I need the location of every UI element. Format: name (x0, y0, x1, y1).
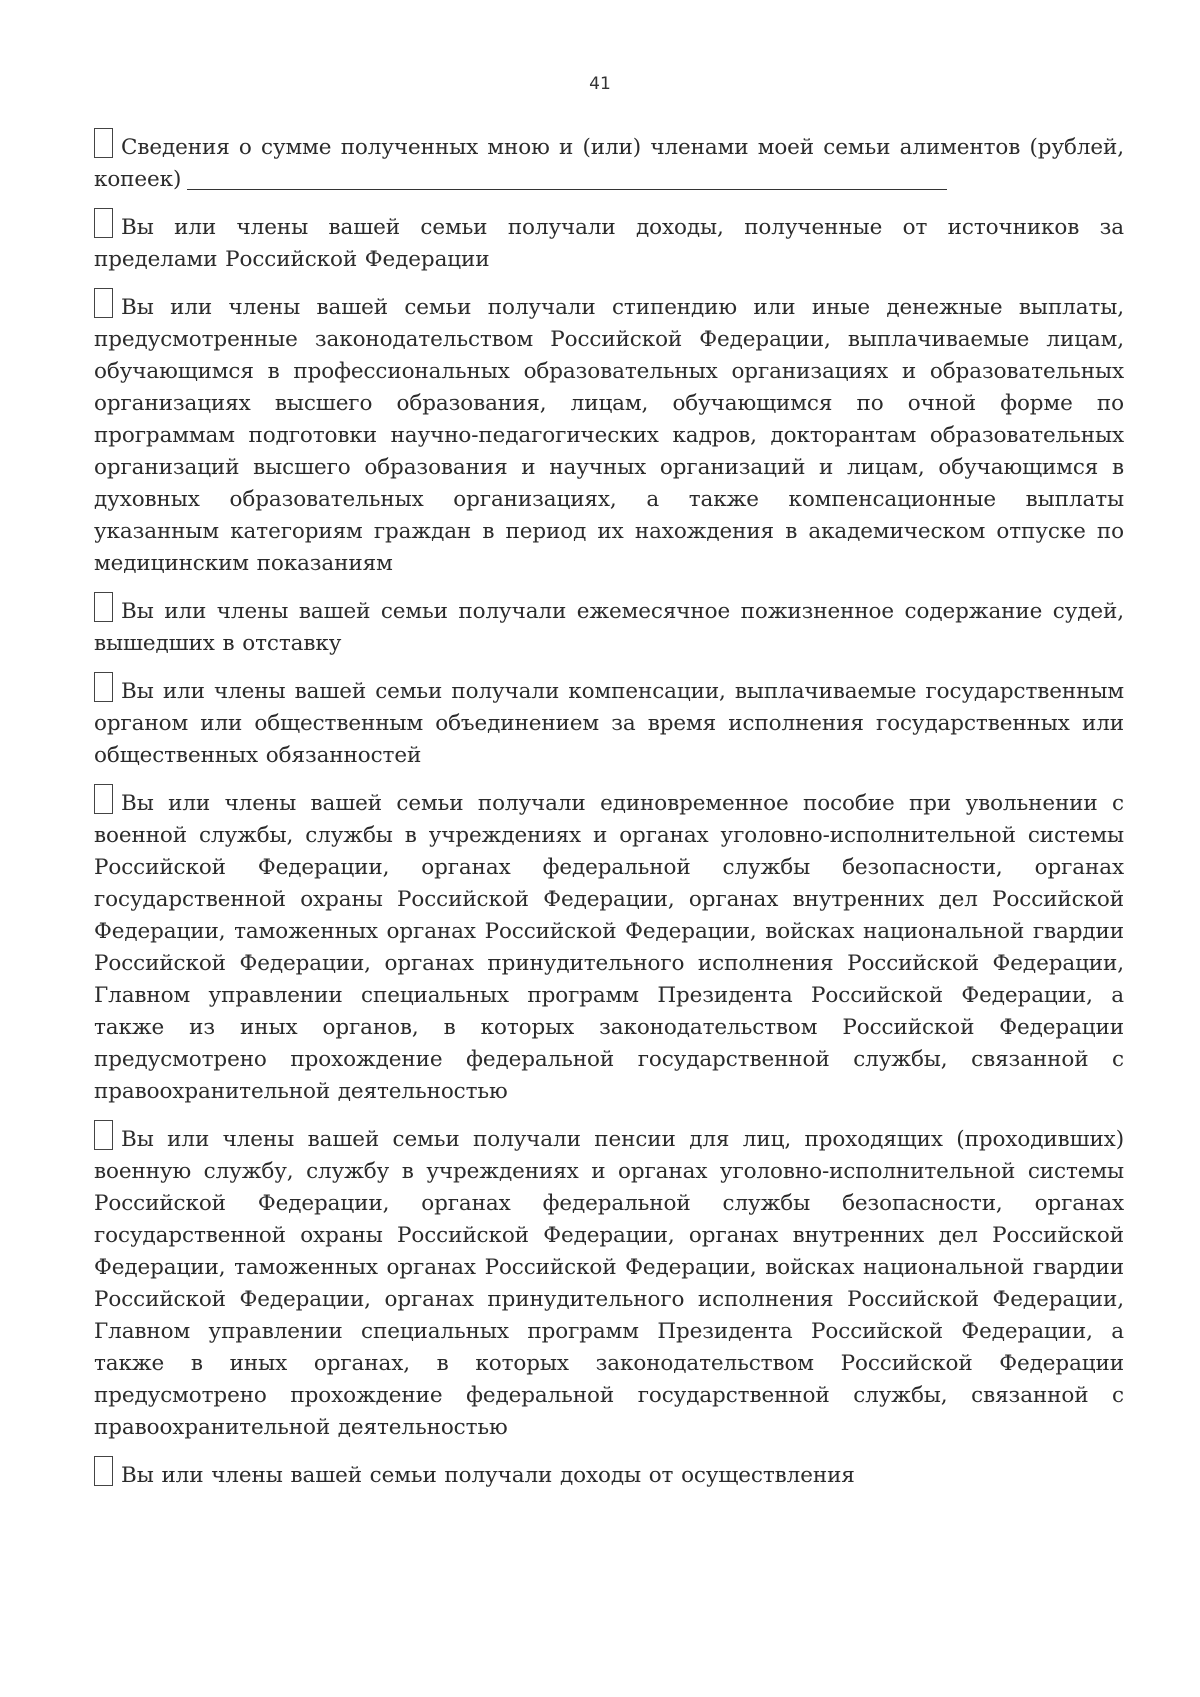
compensation-checkbox[interactable] (94, 672, 113, 702)
page-number: 41 (589, 74, 611, 94)
list-item-service-pension (94, 1120, 1124, 1444)
stipend-label: Вы или члены вашей семьи получали стипендию или иные денежные выплаты, предусмотренные законодательством Российской Федерации, выплачиваемые лицам, обучающимся в профессиональных образовательных организациях и образовательных организациях высшего образования, лицам, обучающимся по очной форме по программам подготовки научно-педагогических кадров, докторантам образовательных организаций высшего образования и научных организаций и лицам, обучающимся в духовных образовательных организациях, а также компенсационные выплаты указанным категориям граждан в период их нахождения в академическом отпуске по медицинским показаниям (94, 295, 1124, 576)
list-item-alimony (94, 128, 1124, 196)
alimony-label: Сведения о сумме полученных мною и (или) членами моей семьи алиментов (рублей, копеек) (94, 135, 1124, 192)
alimony-amount-field[interactable] (187, 188, 947, 190)
list-item-compensation (94, 672, 1124, 772)
activity-income-label: Вы или члены вашей семьи получали доходы от осуществления (121, 1463, 855, 1488)
severance-allowance-checkbox[interactable] (94, 784, 113, 814)
service-pension-label: Вы или члены вашей семьи получали пенсии для лиц, проходящих (проходивших) военную службу, службу в учреждениях и органах уголовно-исполнительной системы Российской Федерации, органах федеральной службы безопасности, органах государственной охраны Российской Федерации, органах внутренних дел Российской Федерации, таможенных органах Российской Федерации, войсках национальной гвардии Российской Федерации, органах принудительного исполнения Российской Федерации, Главном управлении специальных программ Президента Российской Федерации, а также в иных органах, в которых законодательством Российской Федерации предусмотрено прохождение федеральной государственной службы, связанной с правоохранительной деятельностью (94, 1127, 1124, 1440)
stipend-checkbox[interactable] (94, 288, 113, 318)
service-pension-checkbox[interactable] (94, 1120, 113, 1150)
questionnaire-list (94, 128, 1124, 1504)
list-item-retired-judges (94, 592, 1124, 660)
compensation-label: Вы или члены вашей семьи получали компенсации, выплачиваемые государственным органом или общественным объединением за время исполнения государственных или общественных обязанностей (94, 679, 1124, 768)
list-item-foreign-income (94, 208, 1124, 276)
foreign-income-label: Вы или члены вашей семьи получали доходы, полученные от источников за пределами Российской Федерации (94, 215, 1124, 272)
foreign-income-checkbox[interactable] (94, 208, 113, 238)
severance-allowance-label: Вы или члены вашей семьи получали единовременное пособие при увольнении с военной службы, службы в учреждениях и органах уголовно-исполнительной системы Российской Федерации, органах федеральной службы безопасности, органах государственной охраны Российской Федерации, органах внутренних дел Российской Федерации, таможенных органах Российской Федерации, войсках национальной гвардии Российской Федерации, органах принудительного исполнения Российской Федерации, Главном управлении специальных программ Президента Российской Федерации, а также из иных органов, в которых законодательством Российской Федерации предусмотрено прохождение федеральной государственной службы, связанной с правоохранительной деятельностью (94, 791, 1124, 1104)
list-item-severance-allowance (94, 784, 1124, 1108)
list-item-stipend (94, 288, 1124, 580)
retired-judges-label: Вы или члены вашей семьи получали ежемесячное пожизненное содержание судей, вышедших в отставку (94, 599, 1124, 656)
activity-income-checkbox[interactable] (94, 1456, 113, 1486)
alimony-checkbox[interactable] (94, 128, 113, 158)
retired-judges-checkbox[interactable] (94, 592, 113, 622)
list-item-activity-income (94, 1456, 1124, 1492)
